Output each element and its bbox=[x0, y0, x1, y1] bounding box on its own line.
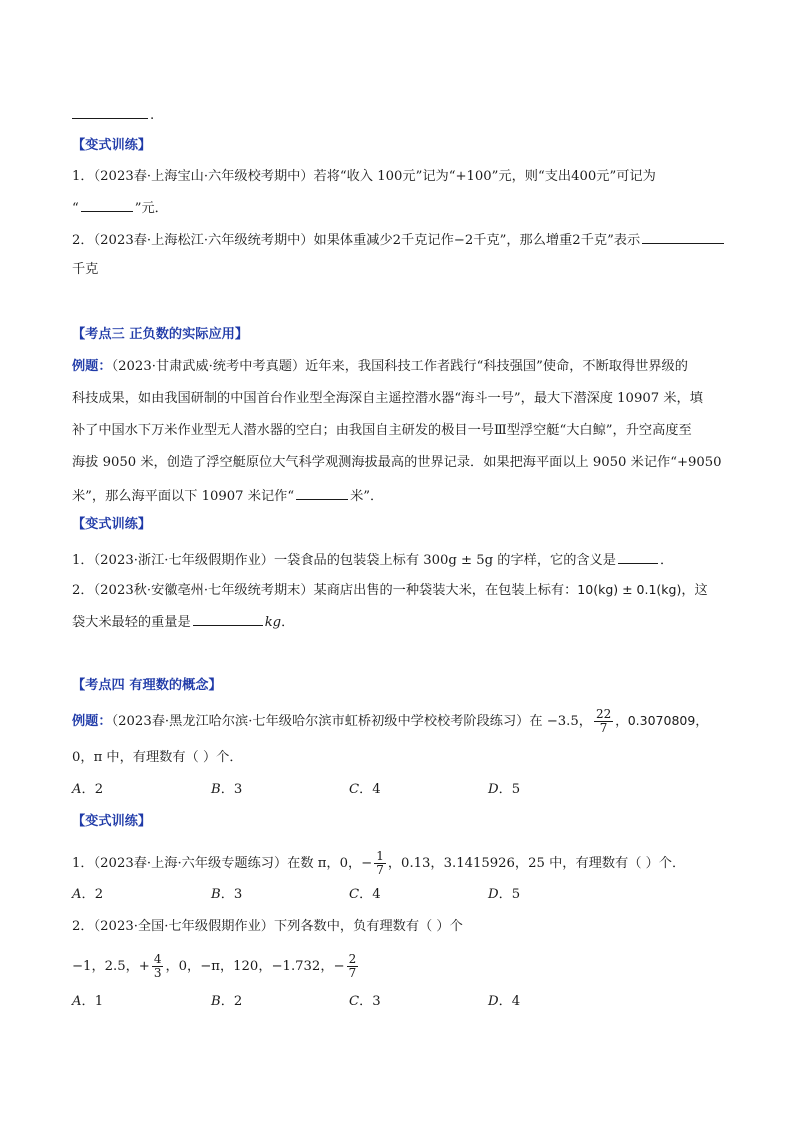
math-expression: 10(kg) ± 0.1(kg) bbox=[577, 582, 682, 597]
option-row bbox=[72, 992, 722, 1012]
question-text: 1．（2023春·上海·六年级专题练习）在数 π，0，− $\frac{1}{7}$ ，0.13，3.1415926，25 中，有理数有（ ）个． bbox=[72, 849, 686, 877]
question-text: 1．（2023春·上海宝山·六年级校考期中）若将“收入 100元”记为“+100”元，则“支出400元”可记为 bbox=[72, 169, 656, 184]
answer-blank[interactable] bbox=[642, 229, 724, 244]
example-label: 例题： bbox=[72, 359, 112, 374]
example-text: 科技成果，如由我国研制的中国首台作业型全海深自主遥控潜水器“海斗一号”，最大下潜深度 10907 米，填 bbox=[72, 391, 703, 406]
variation-heading: 【变式训练】 bbox=[72, 814, 152, 829]
option-b[interactable]: B．3 bbox=[211, 782, 243, 797]
question-text: 2．（2023·全国·七年级假期作业）下列各数中，负有理数有（ ）个 bbox=[72, 919, 463, 934]
number-list: −1，2.5，+ $\frac{4}{3}$ ，0，−π，120，−1.732，− $\frac{2}{7}$ bbox=[72, 952, 357, 980]
option-a[interactable]: A．2 bbox=[72, 782, 104, 797]
example-text: 0，π 中，有理数有（ ）个． bbox=[72, 750, 243, 765]
option-b[interactable]: B．3 bbox=[211, 887, 243, 902]
answer-blank[interactable] bbox=[193, 611, 263, 626]
period-text: . bbox=[150, 108, 155, 123]
option-a[interactable]: A．1 bbox=[72, 994, 104, 1009]
variation-heading: 【变式训练】 bbox=[72, 517, 152, 532]
fraction: $\frac{1}{7}$ bbox=[376, 849, 384, 877]
section-heading: 【考点三 正负数的实际应用】 bbox=[72, 327, 249, 342]
variation-heading: 【变式训练】 bbox=[72, 138, 152, 153]
option-c[interactable]: C．3 bbox=[349, 994, 381, 1009]
example-text: 米”，那么海平面以下 10907 米记作“ 米”． bbox=[72, 485, 383, 507]
question-text: 2．（2023秋·安徽亳州·七年级统考期末）某商店出售的一种袋装大米，在包装上标有：10(kg) ± 0.1(kg)，这 bbox=[72, 582, 708, 598]
option-d[interactable]: D．5 bbox=[488, 887, 521, 902]
option-row bbox=[72, 885, 722, 905]
question-text: 2．（2023春·上海松江·六年级统考期中）如果体重减少2千克记作−2千克”，那么增重2千克”表示 bbox=[72, 229, 726, 251]
answer-blank[interactable] bbox=[618, 549, 658, 564]
example-text: 例题：（2023·甘肃武威·统考中考真题）近年来，我国科技工作者践行“科技强国”使命，不断取得世界级的 bbox=[72, 359, 688, 374]
section-heading: 【考点四 有理数的概念】 bbox=[72, 678, 222, 693]
example-label: 例题： bbox=[72, 714, 112, 729]
answer-blank-line bbox=[72, 104, 154, 126]
question-text: 千克 bbox=[72, 262, 99, 277]
answer-blank[interactable] bbox=[72, 104, 148, 119]
example-text: 例题：（2023春·黑龙江哈尔滨·七年级哈尔滨市虹桥初级中学校校考阶段练习）在 −3.5， $\frac{22}{7}$ ，0.3070809， bbox=[72, 707, 708, 735]
example-text: 补了中国水下万米作业型无人潜水器的空白；由我国自主研发的极目一号Ⅲ型浮空艇“大白鲸”，升空高度至 bbox=[72, 423, 692, 438]
option-c[interactable]: C．4 bbox=[349, 887, 381, 902]
question-text: “ ”元． bbox=[72, 197, 168, 219]
option-row bbox=[72, 780, 722, 800]
answer-blank[interactable] bbox=[81, 197, 133, 212]
option-c[interactable]: C．4 bbox=[349, 782, 381, 797]
fraction: $\frac{22}{7}$ bbox=[595, 707, 612, 735]
option-d[interactable]: D．4 bbox=[488, 994, 521, 1009]
fraction: $\frac{2}{7}$ bbox=[348, 952, 357, 980]
option-d[interactable]: D．5 bbox=[488, 782, 521, 797]
question-text: 袋大米最轻的重量是 kg． bbox=[72, 611, 294, 633]
question-text: 1．（2023·浙江·七年级假期作业）一袋食品的包装袋上标有 300g ± 5g 的字样，它的含义是 ． bbox=[72, 549, 673, 571]
fraction: $\frac{4}{3}$ bbox=[153, 952, 162, 980]
answer-blank[interactable] bbox=[296, 485, 348, 500]
example-text: 海拔 9050 米，创造了浮空艇原位大气科学观测海拔最高的世界记录．如果把海平面以上 9050 米记作“+9050 bbox=[72, 455, 722, 470]
option-a[interactable]: A．2 bbox=[72, 887, 104, 902]
option-b[interactable]: B．2 bbox=[211, 994, 243, 1009]
